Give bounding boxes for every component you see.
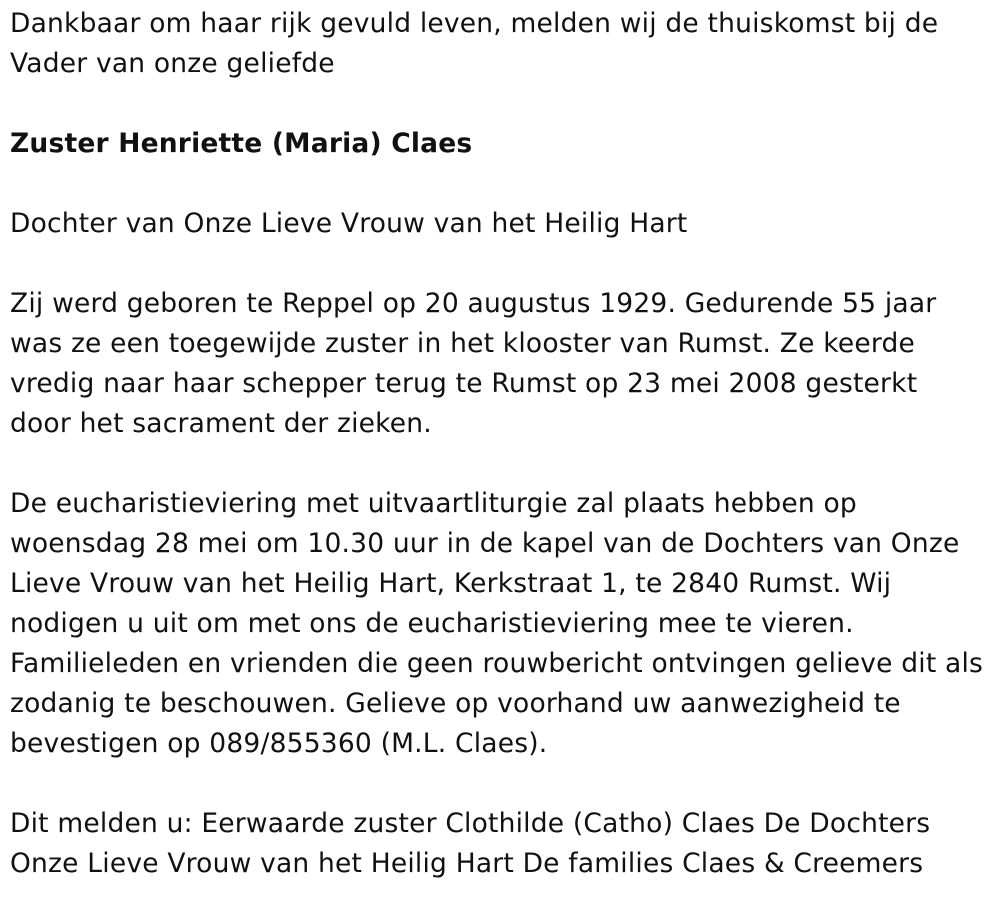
congregation-line: Dochter van Onze Lieve Vrouw van het Heilig Hart [10, 208, 688, 239]
announcers-paragraph: Dit melden u: Eerwaarde zuster Clothilde (Catho) Claes De Dochters Onze Lieve Vrouw van het Heilig Hart De families Claes & Creemers [10, 808, 931, 879]
death-notice [10, 4, 985, 884]
funeral-paragraph: De eucharistieviering met uitvaartliturgie zal plaats hebben op woensdag 28 mei om 10.30 uur in de kapel van de Dochters van Onze Lieve Vrouw van het Heilig Hart, Kerkstraat 1, te 2840 Rumst. Wij nodigen u uit om met ons de eucharistieviering mee te vieren. Familieleden en vrienden die geen rouwbericht ontvingen gelieve dit als zodanig te beschouwen. Gelieve op voorhand uw aanwezigheid te bevestigen op 089/855360 (M.L. Claes). [10, 488, 984, 759]
deceased-name: Zuster Henriette (Maria) Claes [10, 128, 473, 159]
biography-paragraph: Zij werd geboren te Reppel op 20 augustus 1929. Gedurende 55 jaar was ze een toegewijde zuster in het klooster van Rumst. Ze keerde vredig naar haar schepper terug te Rumst op 23 mei 2008 gesterkt door het sacrament der zieken. [10, 288, 937, 439]
intro-paragraph: Dankbaar om haar rijk gevuld leven, melden wij de thuiskomst bij de Vader van onze geliefde [10, 8, 939, 79]
